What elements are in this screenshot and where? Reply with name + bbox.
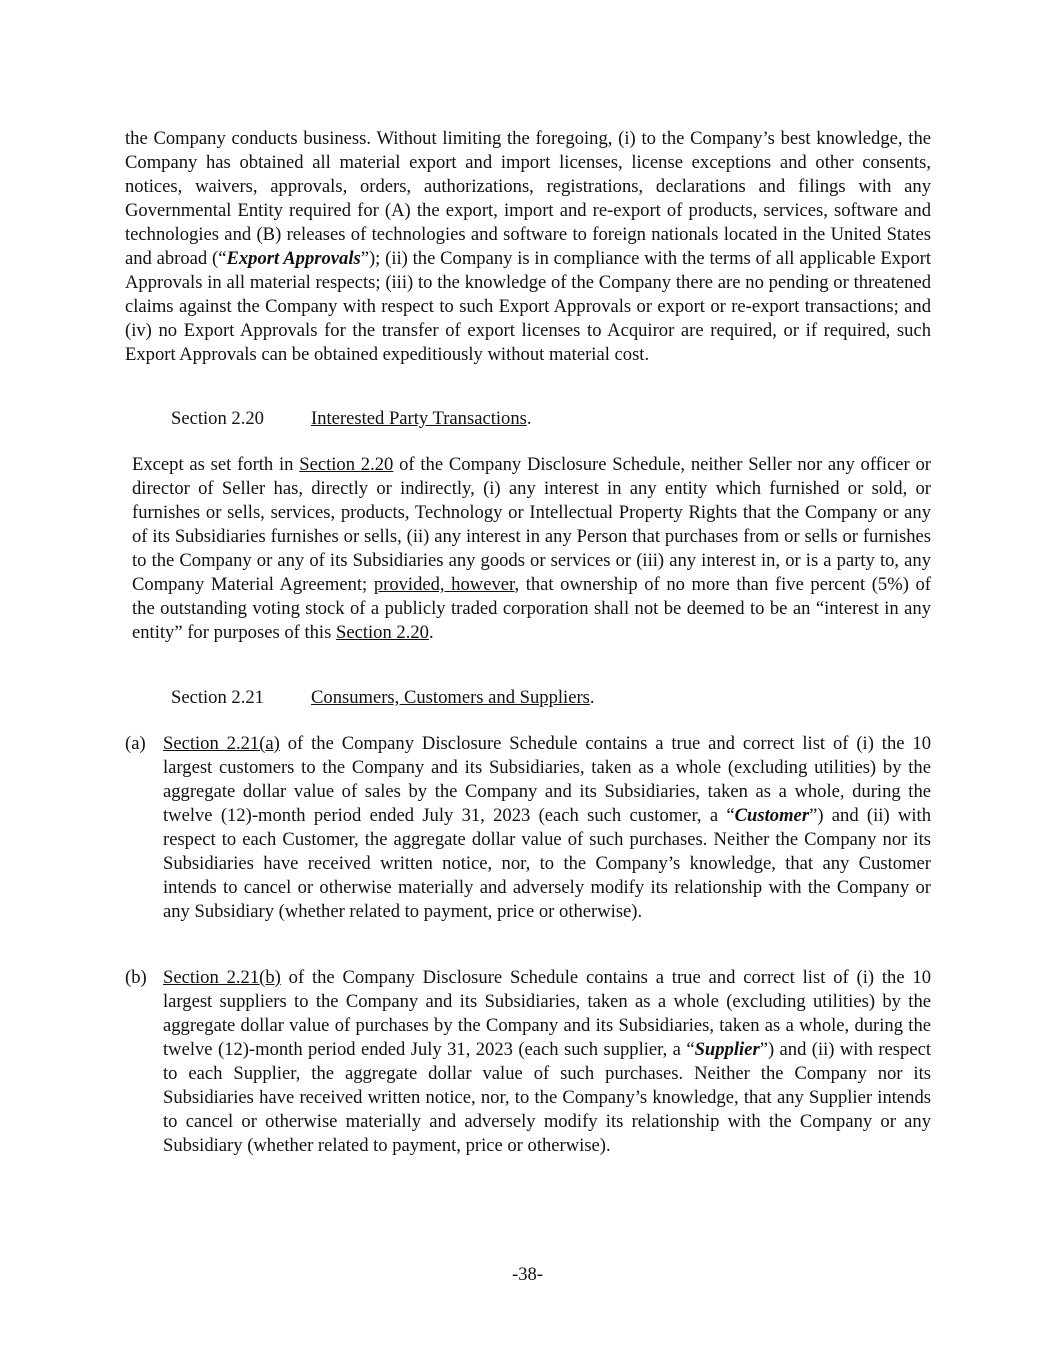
list-item-body [163, 966, 931, 1158]
section-reference: Section 2.21(b) [163, 967, 281, 988]
section-title-period: . [526, 408, 532, 429]
section-title: Interested Party Transactions [311, 408, 527, 429]
text-run: of the Company Disclosure Schedule contains a true and correct list of (i) the 10 largest customers to the Company and its Subsidiaries, taken as a whole (excluding utilities) by the aggregate dollar value of sales by the Company and its Subsidiaries, taken as a whole, during the twelve (12)-month period ended July 31, 2023 (each such customer, a “ [163, 733, 931, 826]
proviso-text: provided, however [373, 574, 515, 595]
page-number: -38- [512, 1264, 543, 1285]
section-heading-2-20 [171, 407, 532, 431]
text-run: , that ownership of no more than five percent (5%) of the outstanding voting stock of a publicly traded corporation shall not be deemed to be an “interest in any entity” for purposes of this [132, 574, 931, 643]
section-title-period: . [589, 687, 595, 708]
list-item-label: (a) [125, 733, 146, 754]
text-run: ”) and (ii) with respect to each Customer, the aggregate dollar value of such purchases. Neither the Company nor its Subsidiaries have received written notice, nor, to the Company’s knowledge, that any Customer intends to cancel or otherwise materially and adversely modify its relationship with the Company or any Subsidiary (whether related to payment, price or otherwise). [163, 805, 931, 922]
defined-term-supplier: Supplier [694, 1039, 760, 1060]
section-title: Consumers, Customers and Suppliers [311, 687, 590, 708]
text-run: of the Company Disclosure Schedule contains a true and correct list of (i) the 10 largest suppliers to the Company and its Subsidiaries, taken as a whole (excluding utilities) by the aggregate dollar value of purchases by the Company and its Subsidiaries, taken as a whole, during the twelve (12)-month period ended July 31, 2023 (each such supplier, a “ [163, 967, 932, 1060]
section-heading-2-21 [171, 686, 595, 710]
text-run: Except as set forth in [132, 454, 300, 475]
section-number: Section 2.20 [171, 408, 264, 429]
defined-term-customer: Customer [734, 805, 810, 826]
section-reference: Section 2.20 [299, 454, 394, 475]
section-reference: Section 2.21(a) [163, 733, 280, 754]
list-item-body [163, 732, 931, 924]
text-run: of the Company Disclosure Schedule, neither Seller nor any officer or director of Seller has, directly or indirectly, (i) any interest in any entity which furnished or sold, or furnishes or sells, services, products, Technology or Intellectual Property Rights that the Company or any of its Subsidiaries furnishes or sells, (ii) any interest in any Person that purchases from or sells or furnishes to the Company or any of its Subsidiaries any goods or services or (iii) any interest in, or is a party to, any Company Material Agreement; [132, 454, 932, 595]
paragraph-export-approvals [125, 127, 931, 367]
text-run: the Company conducts business. Without limiting the foregoing, (i) to the Company’s best knowledge, the Company has obtained all material export and import licenses, license exceptions and other consents, notices, waivers, approvals, orders, authorizations, registrations, declarations and filings with any Governmental Entity required for (A) the export, import and re-export of products, services, software and technologies and (B) releases of technologies and software to foreign nationals located in the United States and abroad (“ [125, 128, 931, 269]
text-run: ”) and (ii) with respect to each Supplier, the aggregate dollar value of such purchases. Neither the Company nor its Subsidiaries have received written notice, nor, to the Company’s knowledge, that any Supplier intends to cancel or otherwise materially and adversely modify its relationship with the Company or any Subsidiary (whether related to payment, price or otherwise). [163, 1039, 931, 1156]
defined-term-export-approvals: Export Approvals [226, 248, 361, 269]
section-reference: Section 2.20 [335, 622, 429, 643]
section-number: Section 2.21 [171, 687, 264, 708]
text-run: . [428, 622, 434, 643]
list-item-label: (b) [125, 967, 147, 988]
text-run: ”); (ii) the Company is in compliance with the terms of all applicable Export Approvals in all material respects; (iii) to the knowledge of the Company there are no pending or threatened claims against the Company with respect to such Export Approvals or export or re-export transactions; and (iv) no Export Approvals for the transfer of export licenses to Acquiror are required, or if required, such Export Approvals can be obtained expeditiously without material cost. [125, 248, 931, 365]
paragraph-interested-party [132, 453, 931, 645]
